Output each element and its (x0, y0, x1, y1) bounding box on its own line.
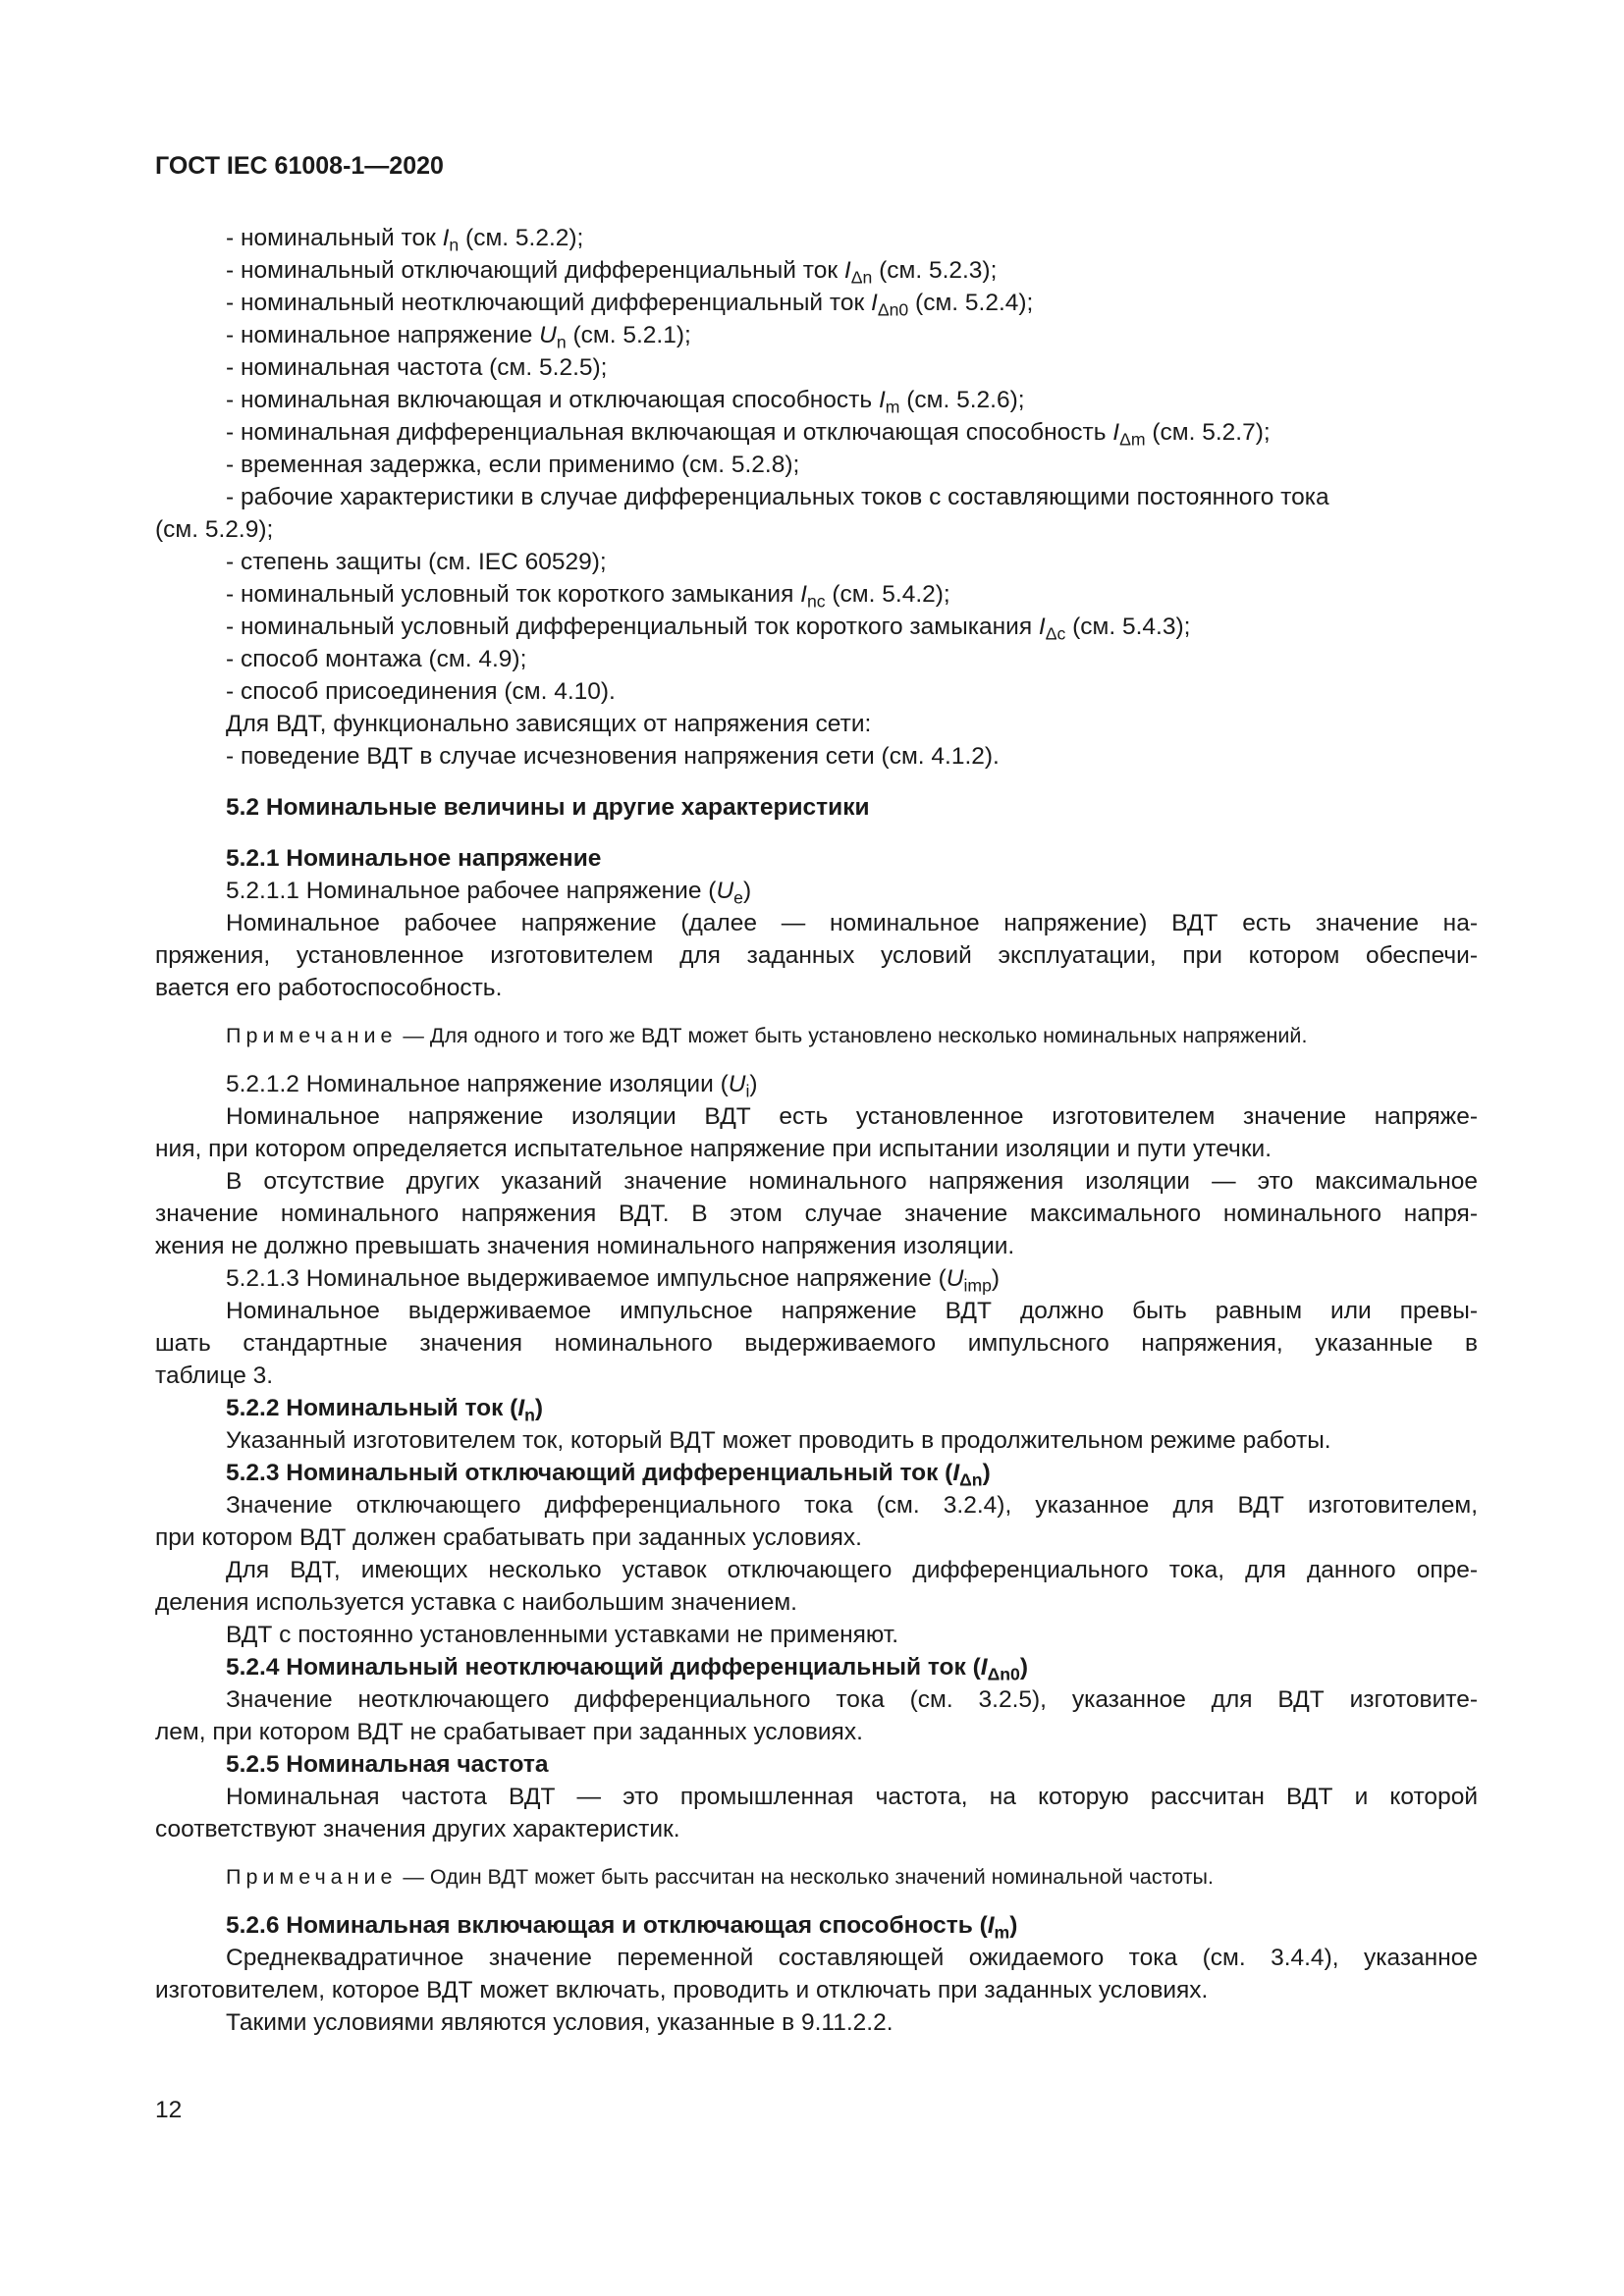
list-item: - временная задержка, если применимо (см. 5.2.8); (226, 452, 800, 478)
section-5-2-heading: 5.2 Номинальные величины и другие характеристики (226, 794, 870, 821)
list-item: - способ монтажа (см. 4.9); (226, 646, 527, 672)
list-item: - номинальный условный ток короткого замыкания $I_{nc}$ (см. 5.4.2); (226, 581, 950, 612)
vdt-item: - поведение ВДТ в случае исчезновения напряжения сети (см. 4.1.2). (226, 743, 1000, 770)
list-item: - номинальный неотключающий дифференциальный ток $I_{\Delta n0}$ (см. 5.2.4); (226, 290, 1034, 320)
list-item: - номинальная частота (см. 5.2.5); (226, 354, 608, 381)
paragraph: Номинальное напряжение изоляции ВДТ есть установленное изготовителем значение напряже- ния, при котором определяется испытательное напряжение при испытании изоляции и пути утечки. (155, 1103, 1478, 1162)
list-item: - номинальный ток $I_n$ (см. 5.2.2); (226, 225, 584, 255)
paragraph: В отсутствие других указаний значение номинального напряжения изоляции — это максимальное значение номинального напряжения ВДТ. В этом случае значение максимального номинального напря- жения не должно превышать значения номинального напряжения изоляции. (155, 1168, 1478, 1259)
section-5-2-4-heading: 5.2.4 Номинальный неотключающий дифференциальный ток $(I_{\Delta n0})$ (226, 1654, 1028, 1684)
paragraph: Номинальное рабочее напряжение (далее — номинальное напряжение) ВДТ есть значение на- пряжения, установленное изготовителем для заданных условий эксплуатации, при котором обеспечи- вается его работоспособность. (155, 910, 1478, 1001)
section-5-2-1-heading: 5.2.1 Номинальное напряжение (226, 845, 602, 872)
list-item: - номинальная включающая и отключающая способность $I_m$ (см. 5.2.6); (226, 387, 1025, 417)
list-item: - способ присоединения (см. 4.10). (226, 678, 616, 705)
characteristics-list (155, 222, 1478, 773)
section-5-2-5-heading: 5.2.5 Номинальная частота (226, 1751, 549, 1778)
paragraph: Среднеквадратичное значение переменной составляющей ожидаемого тока (см. 3.4.4), указанное изготовителем, которое ВДТ может включать, проводить и отключать при заданных условиях. (155, 1945, 1478, 2003)
list-item: - номинальная дифференциальная включающая и отключающая способность $I_{\Delta m}$ (см. 5.2.7); (226, 419, 1271, 450)
document-header: ГОСТ IEC 61008-1—2020 (155, 152, 444, 180)
vdt-intro: Для ВДТ, функционально зависящих от напряжения сети: (226, 711, 872, 737)
paragraph: Номинальное выдерживаемое импульсное напряжение ВДТ должно быть равным или превы- шать стандартные значения номинального выдерживаемого импульсного напряжения, указанные в таблице 3. (155, 1298, 1478, 1389)
section-5-2-6-heading: 5.2.6 Номинальная включающая и отключающая способность $(I_m)$ (226, 1912, 1018, 1943)
paragraph: ВДТ с постоянно установленными уставками не применяют. (226, 1622, 899, 1648)
page-number: 12 (155, 2097, 183, 2123)
section-5-2-3-heading: 5.2.3 Номинальный отключающий дифференциальный ток $(I_{\Delta n})$ (226, 1460, 991, 1490)
note: Примечание — Для одного и того же ВДТ может быть установлено несколько номинальных напряжений. (226, 1024, 1308, 1047)
list-item: - номинальный условный дифференциальный ток короткого замыкания $I_{\Delta c}$ (см. 5.4.3); (226, 614, 1191, 644)
section-5-2-1-3-heading: 5.2.1.3 Номинальное выдерживаемое импульсное напряжение $(U_{imp})$ (226, 1265, 1001, 1296)
list-item: - степень защиты (см. IEC 60529); (226, 549, 607, 575)
paragraph: Для ВДТ, имеющих несколько уставок отключающего дифференциального тока, для данного опре- деления используется уставка с наибольшим значением. (155, 1557, 1478, 1616)
section-5-2-2-heading: 5.2.2 Номинальный ток $(I_n)$ (226, 1395, 544, 1425)
paragraph: Значение неотключающего дифференциального тока (см. 3.2.5), указанное для ВДТ изготовите- лем, при котором ВДТ не срабатывает при заданных условиях. (155, 1686, 1478, 1745)
section-5-2-1-1-heading: 5.2.1.1 Номинальное рабочее напряжение $(U_e)$ (226, 878, 752, 908)
list-item-continuation: (см. 5.2.9); (155, 516, 274, 543)
paragraph: Номинальная частота ВДТ — это промышленная частота, на которую рассчитан ВДТ и которой соответствуют значения других характеристик. (155, 1784, 1478, 1842)
list-item: - номинальный отключающий дифференциальный ток $I_{\Delta n}$ (см. 5.2.3); (226, 257, 998, 288)
list-item: - рабочие характеристики в случае дифференциальных токов с составляющими постоянного тока (226, 484, 1329, 510)
page-content (155, 222, 1478, 2039)
note: Примечание — Один ВДТ может быть рассчитан на несколько значений номинальной частоты. (226, 1865, 1214, 1889)
paragraph: Такими условиями являются условия, указанные в 9.11.2.2. (226, 2009, 893, 2036)
section-5-2-1-2-heading: 5.2.1.2 Номинальное напряжение изоляции $(U_i)$ (226, 1071, 758, 1101)
paragraph: Указанный изготовителем ток, который ВДТ может проводить в продолжительном режиме работы. (226, 1427, 1331, 1454)
list-item: - номинальное напряжение $U_n$ (см. 5.2.1); (226, 322, 691, 352)
paragraph: Значение отключающего дифференциального тока (см. 3.2.4), указанное для ВДТ изготовителем, при котором ВДТ должен срабатывать при заданных условиях. (155, 1492, 1478, 1551)
